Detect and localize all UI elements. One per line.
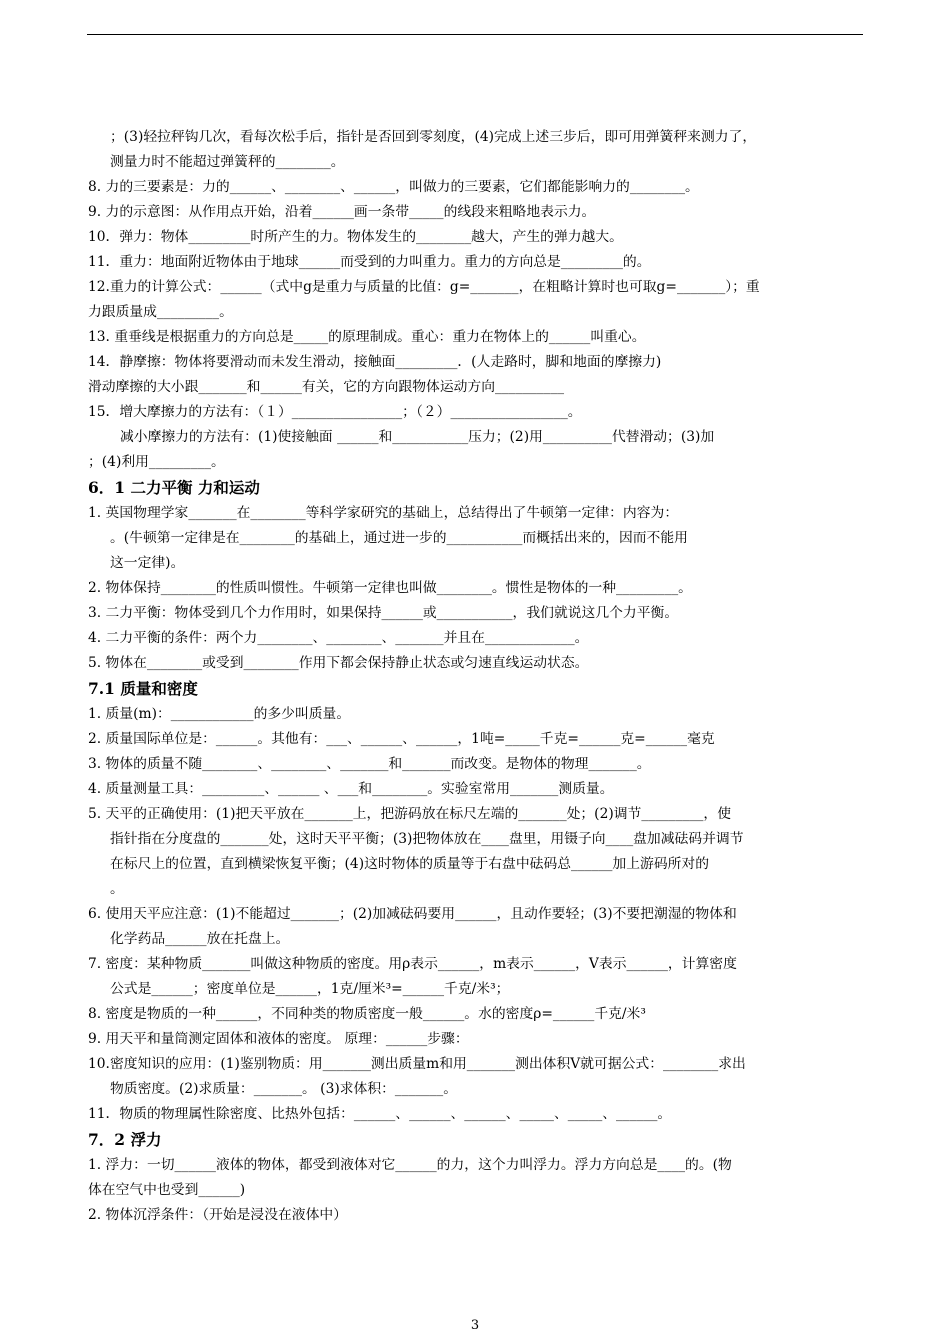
text-line: 5. 天平的正确使用：(1)把天平放在_______上，把游码放在标尺左端的_______处；(2)调节_________，使 [88,806,732,822]
text-line: 7. 密度：某种物质_______叫做这种物质的密度。用ρ表示______，m表示______，V表示______，计算密度 [88,956,737,972]
text-line: 4. 二力平衡的条件：两个力________、________、_______并且在_____________。 [88,630,589,646]
text-line: 指针指在分度盘的_______处，这时天平平衡；(3)把物体放在____盘里，用镊子向____盘加减砝码并调节 [110,831,744,847]
text-line: 11．重力：地面附近物体由于地球______而受到的力叫重力。重力的方向总是_________的。 [88,254,651,270]
text-line: 13. 重垂线是根据重力的方向总是_____的原理制成。重心：重力在物体上的______叫重心。 [88,329,646,345]
section-heading: 7．2 浮力 [88,1130,162,1149]
text-line: 4. 质量测量工具：_________、______ 、___和________。实验室常用_______测质量。 [88,781,614,797]
text-line: 1. 浮力：一切______液体的物体，都受到液体对它______的力，这个力叫浮力。浮力方向总是____的。(物 [88,1157,732,1173]
text-line: 3. 物体的质量不随________、________、_______和_______而改变。是物体的物理_______。 [88,756,651,772]
text-line: 15．增大摩擦力的方法有：（１）________________；（２）_________________。 [88,404,582,420]
text-line: 5. 物体在________或受到________作用下都会保持静止状态或匀速直线运动状态。 [88,655,589,671]
text-line: 3. 二力平衡：物体受到几个力作用时，如果保持______或___________，我们就说这几个力平衡。 [88,605,679,621]
section-heading: 7.1 质量和密度 [88,679,198,698]
text-line: 9. 力的示意图：从作用点开始，沿着______画一条带_____的线段来粗略地表示力。 [88,204,596,220]
text-line: 8. 力的三要素是：力的______、________、______，叫做力的三要素，它们都能影响力的________。 [88,179,699,195]
text-line: 体在空气中也受到______) [88,1182,246,1198]
document-body [88,125,866,1228]
text-line: 滑动摩擦的大小跟_______和______有关，它的方向跟物体运动方向__________ [88,379,564,395]
text-line: 9. 用天平和量筒测定固体和液体的密度。 原理：______步骤： [88,1031,469,1047]
text-line: 减小摩擦力的方法有：(1)使接触面 ______和___________压力；(2)用__________代替滑动；(3)加 [120,429,715,445]
text-line: 11．物质的物理属性除密度、比热外包括：______、______、______、_____、_____、______。 [88,1106,672,1122]
text-line: 1. 质量(m)：____________的多少叫质量。 [88,706,351,722]
text-line: 2. 质量国际单位是：______。其他有：___、______、______，1吨=_____千克=______克=______毫克 [88,731,715,747]
text-line: 10.密度知识的应用：(1)鉴别物质：用_______测出质量m和用_______测出体积V就可据公式：________求出 [88,1056,746,1072]
text-line: 2. 物体沉浮条件：（开始是浸没在液体中） [88,1207,347,1223]
text-line: 8. 密度是物质的一种______，不同种类的物质密度一般______。水的密度ρ=______千克/米³ [88,1006,646,1022]
text-line: 10．弹力：物体_________时所产生的力。物体发生的________越大，产生的弹力越大。 [88,229,623,245]
text-line: 12.重力的计算公式：______（式中g是重力与质量的比值：g=_______，在粗略计算时也可取g=_______）；重 [88,279,760,295]
text-line: 14．静摩擦：物体将要滑动而未发生滑动，接触面_________．(人走路时，脚和地面的摩擦力) [88,354,662,370]
header-rule [87,34,863,35]
text-line: 力跟质量成_________。 [88,304,233,320]
text-line: ；(3)轻拉秤钩几次，看每次松手后，指针是否回到零刻度，(4)完成上述三步后，即可用弹簧秤来测力了， [110,129,757,145]
text-line: 。(牛顿第一定律是在________的基础上，通过进一步的___________而概括出来的，因而不能用 [110,530,688,546]
text-line: 化学药品______放在托盘上。 [110,931,290,947]
text-line: 2. 物体保持________的性质叫惯性。牛顿第一定律也叫做________。惯性是物体的一种_________。 [88,580,692,596]
text-line: 1. 英国物理学家_______在________等科学家研究的基础上，总结得出了牛顿第一定律：内容为： [88,505,679,521]
text-line: 测量力时不能超过弹簧秤的________。 [110,154,345,170]
text-line: ；(4)利用_________。 [88,454,225,470]
text-line: 6. 使用天平应注意：(1)不能超过_______；(2)加减砝码要用______，且动作要轻；(3)不要把潮湿的物体和 [88,906,737,922]
text-line: 公式是______；密度单位是______，1克/厘米³=______千克/米³； [110,981,510,997]
text-line: 。 [110,881,124,897]
text-line: 在标尺上的位置，直到横梁恢复平衡；(4)这时物体的质量等于右盘中砝码总______加上游码所对的 [110,856,710,872]
section-heading: 6．1 二力平衡 力和运动 [88,478,260,497]
page-number: 3 [470,1318,480,1333]
text-line: 这一定律)。 [110,555,185,571]
text-line: 物质密度。(2)求质量：_______。 (3)求体积：_______。 [110,1081,458,1097]
